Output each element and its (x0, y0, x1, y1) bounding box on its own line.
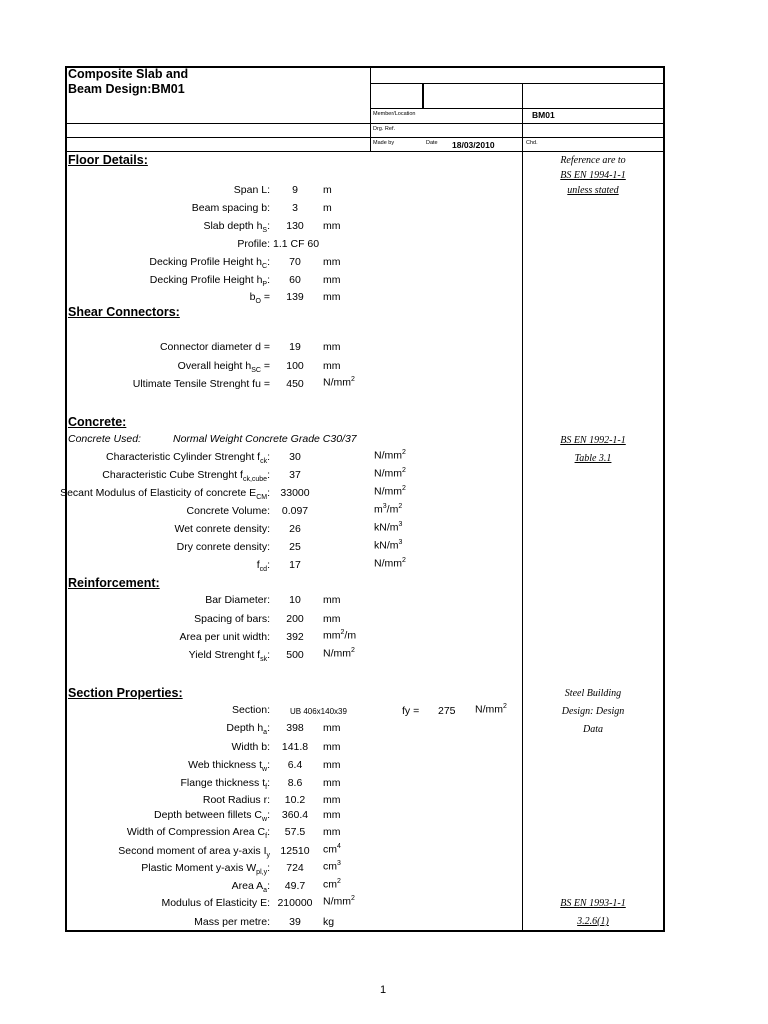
section-row-label (0, 777, 270, 791)
reinforcement-row-unit (323, 647, 355, 660)
reinforcement-row-label (0, 594, 270, 606)
section-row-value: 141.8 (281, 741, 309, 753)
unit-text: N/mm (323, 647, 351, 660)
row-label-text: Root Radius r: (202, 794, 270, 806)
section-row-unit (323, 794, 341, 806)
unit-superscript: 3 (382, 503, 387, 510)
row-label-text: Area per unit width: (179, 631, 270, 643)
row-label-subscript: O (255, 298, 261, 306)
row-label-subscript: ck (260, 458, 268, 466)
concrete-row-label (0, 523, 270, 535)
section-row-unit (323, 741, 341, 753)
reinforcement-row-label (0, 631, 270, 643)
header-row-line-2 (370, 108, 664, 109)
fy-unit-text: N/mm (475, 703, 503, 716)
header-row-line-4 (65, 137, 665, 138)
header-row-line-5 (65, 151, 665, 152)
unit-superscript: 3 (398, 521, 403, 528)
unit-text: N/mm (323, 895, 351, 908)
section-row-value: 6.4 (287, 759, 303, 771)
fy-unit (475, 703, 507, 716)
row-label-suffix: : (267, 880, 270, 892)
floor-row-value: 9 (292, 184, 298, 196)
row-label-text: f (256, 559, 260, 571)
row-label-text: Decking Profile Height h (149, 274, 263, 286)
section-row-label (0, 880, 270, 894)
concrete-row-unit (374, 449, 406, 462)
floor-details-heading: Floor Details: (68, 153, 148, 167)
floor-row-value: 3 (292, 202, 298, 214)
row-label-text: Span L: (233, 184, 270, 196)
row-label-text: Ultimate Tensile Strenght fu = (132, 378, 270, 390)
section-row-unit (323, 826, 341, 838)
shear-row-value: 450 (286, 378, 304, 390)
row-label-text: Plastic Moment y-axis W (141, 862, 257, 874)
section-row-unit (323, 777, 341, 789)
section-row-label (0, 794, 270, 806)
row-label-text: Dry conrete density: (176, 541, 270, 553)
concrete-row-label (0, 559, 270, 573)
row-label-suffix: : (267, 487, 270, 499)
unit-superscript: 3 (398, 539, 403, 546)
row-label-text: Depth h (226, 722, 264, 734)
floor-row-value: 1.1 CF 60 (273, 238, 320, 250)
floor-row-label (0, 184, 270, 196)
floor-row-unit (323, 274, 341, 286)
concrete-used-value: Normal Weight Concrete Grade C30/37 (173, 433, 357, 445)
section-label: Section: (232, 704, 270, 716)
concrete-row-value: 33000 (280, 487, 310, 499)
floor-row-unit (323, 256, 341, 268)
reinforcement-row-value: 10 (289, 594, 301, 606)
row-label-subscript: y (266, 852, 270, 860)
unit-text: m (323, 202, 332, 214)
row-label-suffix: : (267, 451, 270, 463)
reinforcement-row-label (0, 649, 270, 663)
section-row-label (0, 722, 270, 736)
row-label-text: Depth between fillets C (154, 809, 263, 821)
shear-row-label (0, 341, 270, 353)
row-label-text: Overall height h (177, 360, 252, 372)
section-row-unit (323, 722, 341, 734)
floor-row-label (0, 238, 270, 250)
checked-label: Chd. (526, 140, 538, 146)
row-label-text: Decking Profile Height h (149, 256, 263, 268)
reinforcement-heading: Reinforcement: (68, 576, 160, 590)
unit-text-2: /m (386, 503, 399, 516)
unit-text: mm (323, 360, 341, 372)
unit-text: m (323, 184, 332, 196)
unit-superscript-2: 2 (398, 503, 403, 510)
shear-row-value: 100 (286, 360, 304, 372)
floor-row-label (0, 291, 270, 305)
member-location-value: BM01 (532, 110, 555, 120)
row-label-suffix: : (267, 220, 270, 232)
header-row-line-3 (65, 123, 665, 124)
reinforcement-row-unit (323, 594, 341, 606)
concrete-row-unit (374, 467, 406, 480)
floor-row-value: 70 (289, 256, 301, 268)
page-number: 1 (380, 984, 387, 996)
fy-label: fy = (402, 705, 420, 717)
section-value: UB 406x140x39 (290, 707, 347, 716)
row-label-subscript: w (262, 766, 268, 774)
unit-text: kN/m (374, 521, 399, 534)
row-label-suffix: : (267, 722, 270, 734)
row-label-text: Modulus of Elasticity E: (161, 897, 270, 909)
shear-connectors-heading: Shear Connectors: (68, 305, 180, 319)
section-row-value: 8.6 (287, 777, 303, 789)
unit-superscript: 2 (402, 467, 406, 474)
row-label-text: Characteristic Cylinder Strenght f (106, 451, 261, 463)
header-box-divider-1 (422, 83, 424, 108)
row-label-suffix: : (267, 809, 270, 821)
shear-row-unit (323, 360, 341, 372)
concrete-row-label (0, 469, 270, 483)
shear-row-value: 19 (289, 341, 301, 353)
section-row-value: 210000 (277, 897, 313, 909)
concrete-row-label (0, 505, 270, 517)
floor-row-unit (323, 291, 341, 303)
row-label-subscript: SC (251, 367, 261, 375)
row-label-suffix: : (267, 649, 270, 661)
concrete-row-unit (374, 539, 402, 552)
row-label-suffix: : (267, 777, 270, 789)
unit-text: mm (323, 722, 341, 734)
section-row-value: 398 (286, 722, 304, 734)
row-label-subscript: cd (259, 566, 268, 574)
section-ref-line3: Data (583, 724, 603, 735)
unit-text: N/mm (374, 467, 402, 480)
unit-superscript: 2 (402, 557, 406, 564)
row-label-subscript: CM (256, 494, 268, 502)
concrete-row-value: 17 (289, 559, 301, 571)
concrete-ref-line2: Table 3.1 (574, 453, 612, 464)
concrete-row-value: 26 (289, 523, 301, 535)
reinforcement-row-unit (323, 629, 356, 642)
section-row-label (0, 809, 270, 823)
section-row-label (0, 916, 270, 928)
shear-row-unit (323, 376, 355, 389)
row-label-suffix: = (260, 291, 270, 303)
unit-superscript: 2 (340, 629, 345, 636)
section-row-value: 724 (286, 862, 304, 874)
row-label-subscript: f (265, 833, 268, 841)
unit-text: m (374, 503, 383, 516)
unit-text: N/mm (374, 485, 402, 498)
floor-row-unit (323, 184, 332, 196)
modulus-ref-line1: BS EN 1993-1-1 (560, 898, 626, 909)
ref-column-divider (522, 108, 523, 931)
row-label-text: Wet conrete density: (174, 523, 270, 535)
concrete-row-label (0, 487, 270, 501)
row-label-text: Yield Strenght f (188, 649, 261, 661)
section-properties-heading: Section Properties: (68, 686, 183, 700)
unit-text: N/mm (323, 376, 351, 389)
reinforcement-row-value: 500 (286, 649, 304, 661)
unit-text: mm (323, 291, 341, 303)
unit-superscript: 2 (402, 449, 406, 456)
concrete-row-label (0, 541, 270, 553)
concrete-row-value: 37 (289, 469, 301, 481)
row-label-suffix: : (267, 559, 270, 571)
unit-text: mm (323, 809, 341, 821)
section-row-unit (323, 843, 341, 856)
unit-text: mm (323, 629, 341, 642)
row-label-text: Width b: (231, 741, 270, 753)
section-row-label (0, 741, 270, 753)
reinforcement-row-value: 200 (286, 613, 304, 625)
unit-text: cm (323, 860, 337, 873)
unit-text: mm (323, 256, 341, 268)
row-label-subscript: S (262, 227, 268, 235)
floor-row-value: 60 (289, 274, 301, 286)
unit-text: mm (323, 220, 341, 232)
row-label-text: Secant Modulus of Elasticity of concrete E (60, 487, 257, 499)
shear-row-label (0, 360, 270, 374)
unit-text: kN/m (374, 539, 399, 552)
section-row-unit (323, 895, 355, 908)
unit-text: mm (323, 274, 341, 286)
row-label-subscript: P (262, 281, 268, 289)
section-row-label (0, 862, 270, 876)
section-row-label (0, 845, 270, 859)
header-box-divider-2 (522, 83, 523, 108)
concrete-used-label: Concrete Used: (68, 433, 141, 445)
row-label-text: Mass per metre: (194, 916, 270, 928)
reinforcement-row-label (0, 613, 270, 625)
concrete-row-unit (374, 557, 406, 570)
unit-superscript: 2 (337, 878, 341, 885)
section-row-value: 39 (289, 916, 301, 928)
unit-text: mm (323, 759, 341, 771)
section-row-value: 12510 (280, 845, 310, 857)
unit-text: mm (323, 777, 341, 789)
unit-superscript: 3 (337, 860, 341, 867)
row-label-text: Flange thickness t (180, 777, 266, 789)
header-divider (370, 66, 371, 152)
row-label-text: Area A (231, 880, 264, 892)
row-label-suffix: : (267, 274, 270, 286)
floor-row-value: 130 (286, 220, 304, 232)
section-row-value: 10.2 (284, 794, 306, 806)
section-row-unit (323, 878, 341, 891)
unit-text: kg (323, 916, 335, 928)
frame-bottom (65, 930, 665, 932)
row-label-suffix: : (267, 759, 270, 771)
unit-text: N/mm (374, 449, 402, 462)
row-label-subscript: w (262, 816, 268, 824)
row-label-subscript: C (262, 263, 268, 271)
row-label-subscript: sk (260, 656, 268, 664)
row-label-subscript: ck,cube (242, 476, 268, 484)
date-value: 18/03/2010 (452, 140, 495, 150)
concrete-row-unit (374, 485, 406, 498)
row-label-subscript: a (263, 887, 268, 895)
row-label-text: Profile: (237, 238, 270, 250)
row-label-text: b (249, 291, 256, 303)
section-row-label (0, 826, 270, 840)
fy-value: 275 (438, 705, 456, 717)
section-ref-line1: Steel Building (564, 688, 622, 699)
unit-text: mm (323, 794, 341, 806)
section-row-unit (323, 759, 341, 771)
drg-ref-label: Drg. Ref. (373, 126, 396, 132)
row-label-text: Concrete Volume: (186, 505, 270, 517)
unit-text: cm (323, 843, 337, 856)
section-row-unit (323, 809, 341, 821)
row-label-text: Characteristic Cube Strenght f (102, 469, 243, 481)
section-row-label (0, 759, 270, 773)
section-row-value: 360.4 (281, 809, 309, 821)
fy-unit-sup: 2 (503, 703, 507, 710)
doc-title-line2: Beam Design:BM01 (68, 82, 185, 96)
unit-text-2: /m (344, 629, 357, 642)
section-row-unit (323, 860, 341, 873)
row-label-text: Second moment of area y-axis I (118, 845, 267, 857)
modulus-ref-line2: 3.2.6(1) (577, 916, 609, 927)
unit-superscript: 4 (337, 843, 341, 850)
doc-title-line1: Composite Slab and (68, 67, 189, 81)
concrete-row-label (0, 451, 270, 465)
row-label-text: Slab depth h (203, 220, 263, 232)
row-label-text: Spacing of bars: (194, 613, 270, 625)
reference-note-line2: BS EN 1994-1-1 (560, 170, 626, 181)
row-label-suffix: : (267, 469, 270, 481)
section-row-value: 49.7 (284, 880, 306, 892)
unit-text: mm (323, 341, 341, 353)
frame-right (663, 66, 665, 932)
unit-superscript: 2 (351, 647, 355, 654)
row-label-subscript: f (265, 784, 268, 792)
row-label-suffix: : (267, 826, 270, 838)
unit-superscript: 2 (402, 485, 406, 492)
floor-row-label (0, 274, 270, 288)
row-label-text: Bar Diameter: (205, 594, 270, 606)
member-location-label: Member/Location (373, 111, 416, 117)
concrete-row-value: 30 (289, 451, 301, 463)
unit-text: mm (323, 594, 341, 606)
row-label-suffix: = (260, 360, 270, 372)
row-label-text: Width of Compression Area C (126, 826, 266, 838)
header-row-line-1 (370, 83, 664, 84)
concrete-heading: Concrete: (68, 415, 127, 429)
floor-row-label (0, 256, 270, 270)
concrete-row-unit (374, 521, 402, 534)
section-row-unit (323, 916, 334, 928)
concrete-row-unit (374, 503, 402, 516)
unit-superscript: 2 (351, 895, 355, 902)
floor-row-unit (323, 220, 341, 232)
reinforcement-row-unit (323, 613, 341, 625)
concrete-ref-line1: BS EN 1992-1-1 (560, 435, 626, 446)
row-label-text: Connector diameter d = (159, 341, 270, 353)
unit-text: mm (323, 826, 341, 838)
row-label-suffix: : (267, 862, 270, 874)
date-label: Date (426, 140, 438, 146)
unit-text: mm (323, 741, 341, 753)
unit-text: cm (323, 878, 337, 891)
concrete-row-value: 25 (289, 541, 301, 553)
row-label-text: Beam spacing b: (191, 202, 270, 214)
section-row-value: 57.5 (284, 826, 306, 838)
row-label-subscript: a (263, 729, 268, 737)
concrete-row-value: 0.097 (281, 505, 309, 517)
shear-row-unit (323, 341, 341, 353)
unit-superscript: 2 (351, 376, 355, 383)
reinforcement-row-value: 392 (286, 631, 304, 643)
floor-row-label (0, 202, 270, 214)
row-label-text: Web thickness t (188, 759, 263, 771)
row-label-subscript: pl,y (256, 869, 268, 877)
unit-text: mm (323, 613, 341, 625)
reference-note-line3: unless stated (567, 185, 619, 196)
reference-note-line1: Reference are to (560, 155, 626, 166)
floor-row-value: 139 (286, 291, 304, 303)
floor-row-unit (323, 202, 332, 214)
row-label-suffix: : (267, 256, 270, 268)
shear-row-label (0, 378, 270, 390)
section-row-label (0, 897, 270, 909)
unit-text: N/mm (374, 557, 402, 570)
section-ref-line2: Design: Design (561, 706, 625, 717)
floor-row-label (0, 220, 270, 234)
made-by-label: Made by (373, 140, 395, 146)
